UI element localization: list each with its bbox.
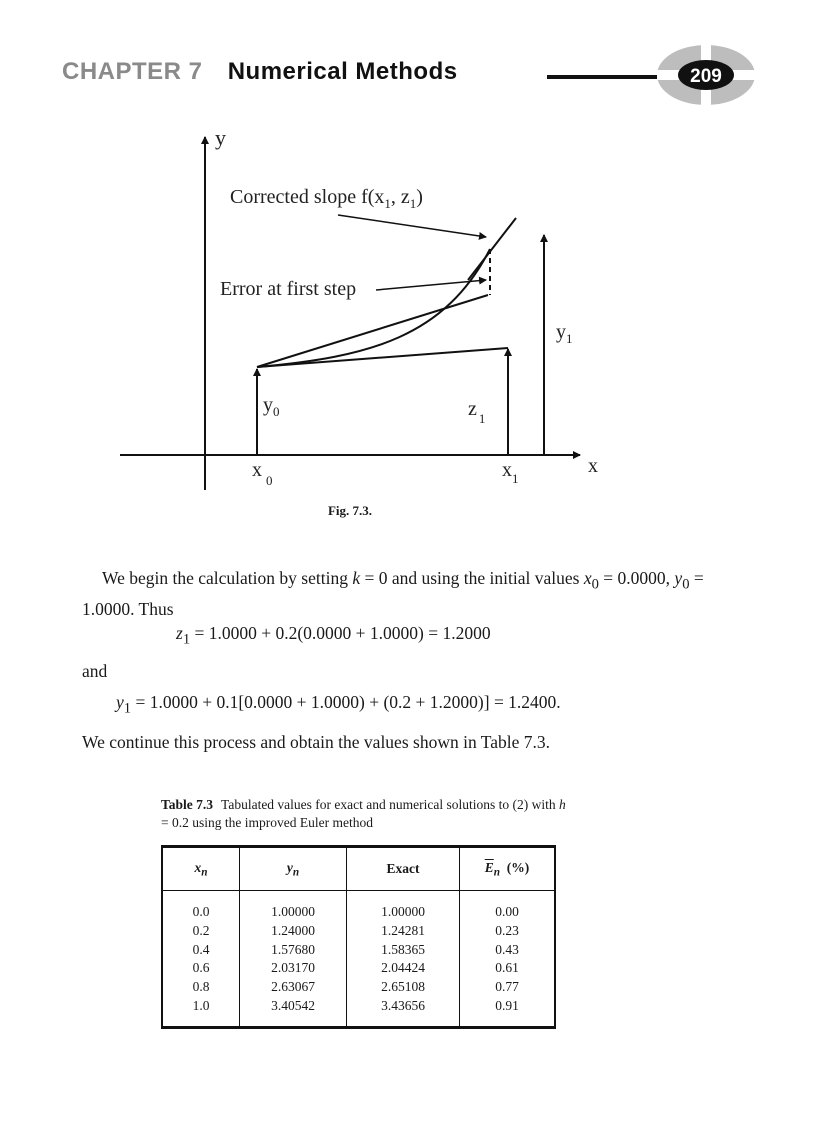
page-number-badge [655,42,757,108]
y0-label: $y_0$ [263,394,280,419]
paragraph-intro: We begin the calculation by setting k = 0 and using the initial values $x_0 = 0.0000$, $y_0 = 1.0000$. Thus [82,568,704,619]
table-caption: Table 7.3 Tabulated values for exact and numerical solutions to (2) with h = 0.2 using the improved Euler method [161,797,566,830]
table-body-row [162,891,555,1026]
chapter-label: CHAPTER 7 [62,58,203,85]
equation-z1: $z_1 = 1.0000 + 0.2(0.0000 + 1.0000) = 1.2000$ [176,623,491,648]
page-number: 209 [690,66,722,87]
table-label: Table 7.3 [161,797,214,812]
figure-diagram [110,125,620,500]
initial-slope-line [257,348,508,367]
y1-label: $y_1$ [556,321,573,346]
figure-7-3 [110,125,620,500]
col-exact-values: 1.00000 1.24281 1.58365 2.04424 2.65108 3.43656 [347,891,460,1026]
page-badge-graphic [655,42,757,108]
y-axis-label: y [215,125,226,150]
corrected-slope-label: Corrected slope $f(x_1$, $z_1$) [230,186,423,211]
paragraph-and: and [82,661,108,681]
col-xn-values: 0.0 0.2 0.4 0.6 0.8 1.0 [162,891,240,1026]
col-header-yn: $y_n$ [240,848,347,891]
figure-caption: Fig. 7.3. [327,503,373,518]
col-en-values: 0.00 0.23 0.43 0.61 0.77 0.91 [460,891,556,1026]
x1-label: $x_1$ [502,459,519,486]
col-yn-values: 1.00000 1.24000 1.57680 2.03170 2.63067 3.40542 [240,891,347,1026]
error-pointer [376,280,486,290]
col-header-exact: Exact [347,848,460,891]
paragraph-continue: We continue this process and obtain the values shown in Table 7.3. [82,732,550,752]
table-7-3 [161,845,556,1029]
col-header-en: $\overline{E}_n$ (%) [460,848,556,891]
corrected-slope-pointer [338,215,486,237]
equation-y1: $y_1 = 1.0000 + 0.1[0.0000 + 1.0000) + (0.2 + 1.2000)] = 1.2400$. [116,692,561,717]
x0-label: x $_0$ [252,459,273,488]
x-axis-label: x [588,455,598,477]
corrected-slope-line [468,218,516,280]
col-header-xn: $x_n$ [162,848,240,891]
error-label: Error at first step [220,278,357,300]
running-header [62,58,458,86]
chapter-title: Numerical Methods [227,58,458,85]
table-header-row [162,848,555,891]
average-slope-line [257,295,488,367]
exact-solution-curve [257,249,490,367]
z1-label: z $_1$ [468,398,486,426]
